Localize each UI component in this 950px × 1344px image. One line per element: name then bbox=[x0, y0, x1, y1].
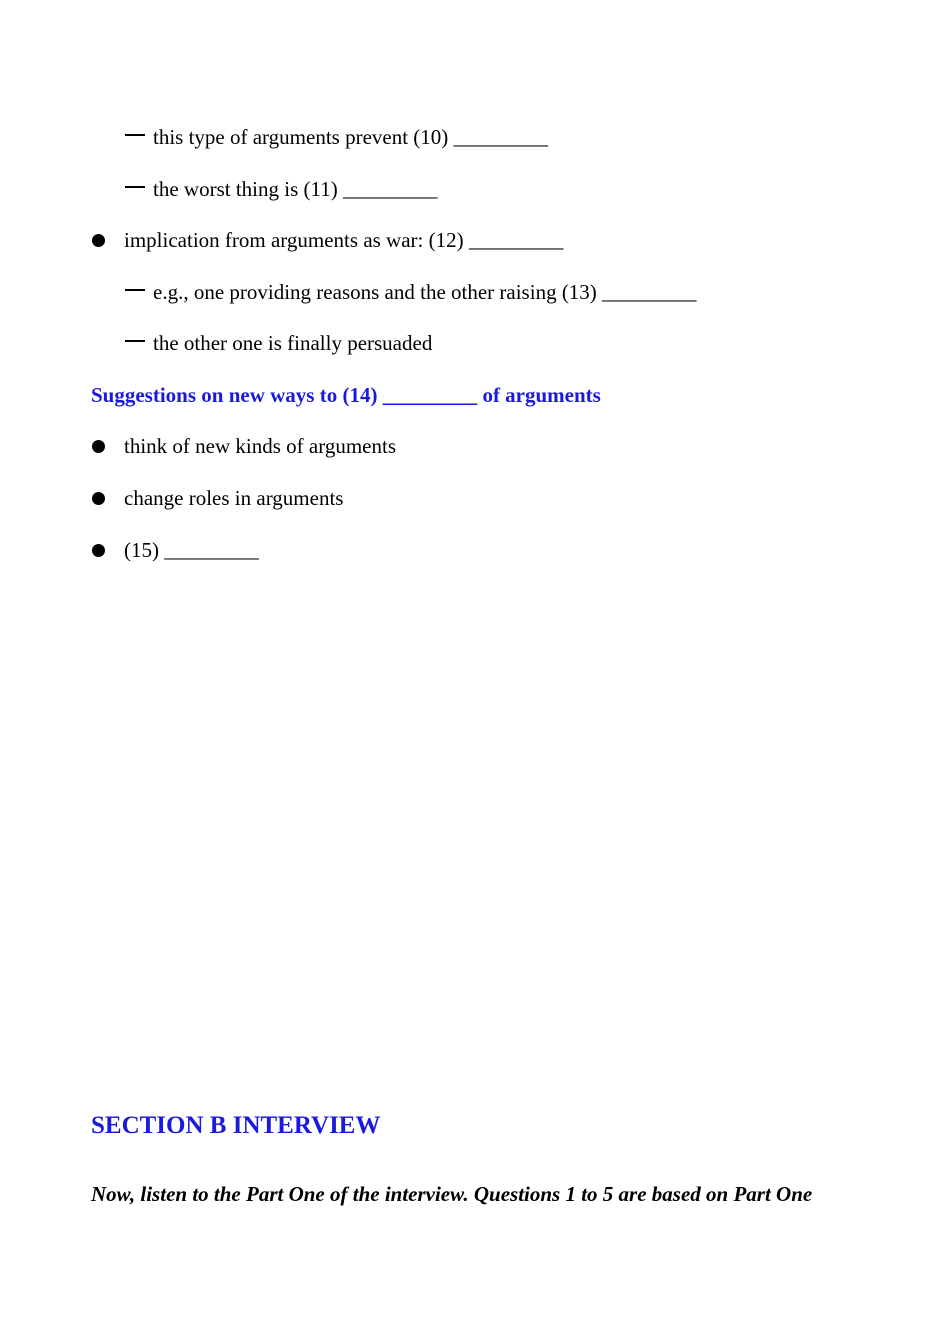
outline-subpoint: the other one is finally persuaded bbox=[153, 331, 433, 355]
bullet-icon bbox=[92, 492, 105, 505]
bullet-icon bbox=[92, 440, 105, 453]
suggestion-item: think of new kinds of arguments bbox=[124, 434, 396, 458]
dash-icon bbox=[125, 278, 145, 306]
outline-bullet: implication from arguments as war: (12) _________ bbox=[124, 228, 564, 252]
outline-subpoint: e.g., one providing reasons and the other raising (13) _________ bbox=[153, 280, 697, 304]
section-b-title: SECTION B INTERVIEW bbox=[91, 1112, 381, 1139]
dash-icon bbox=[125, 123, 145, 151]
dash-icon bbox=[125, 175, 145, 203]
suggestion-item: change roles in arguments bbox=[124, 486, 344, 510]
suggestions-heading: Suggestions on new ways to (14) _________ of arguments bbox=[91, 383, 601, 407]
section-b-instruction: Now, listen to the Part One of the interview. Questions 1 to 5 are based on Part One bbox=[91, 1182, 813, 1206]
outline-subpoint: the worst thing is (11) _________ bbox=[153, 177, 438, 201]
bullet-icon bbox=[92, 234, 105, 247]
outline-subpoint: this type of arguments prevent (10) _________ bbox=[153, 125, 549, 149]
suggestion-item: (15) _________ bbox=[124, 538, 259, 562]
dash-icon bbox=[125, 329, 145, 357]
bullet-icon bbox=[92, 544, 105, 557]
